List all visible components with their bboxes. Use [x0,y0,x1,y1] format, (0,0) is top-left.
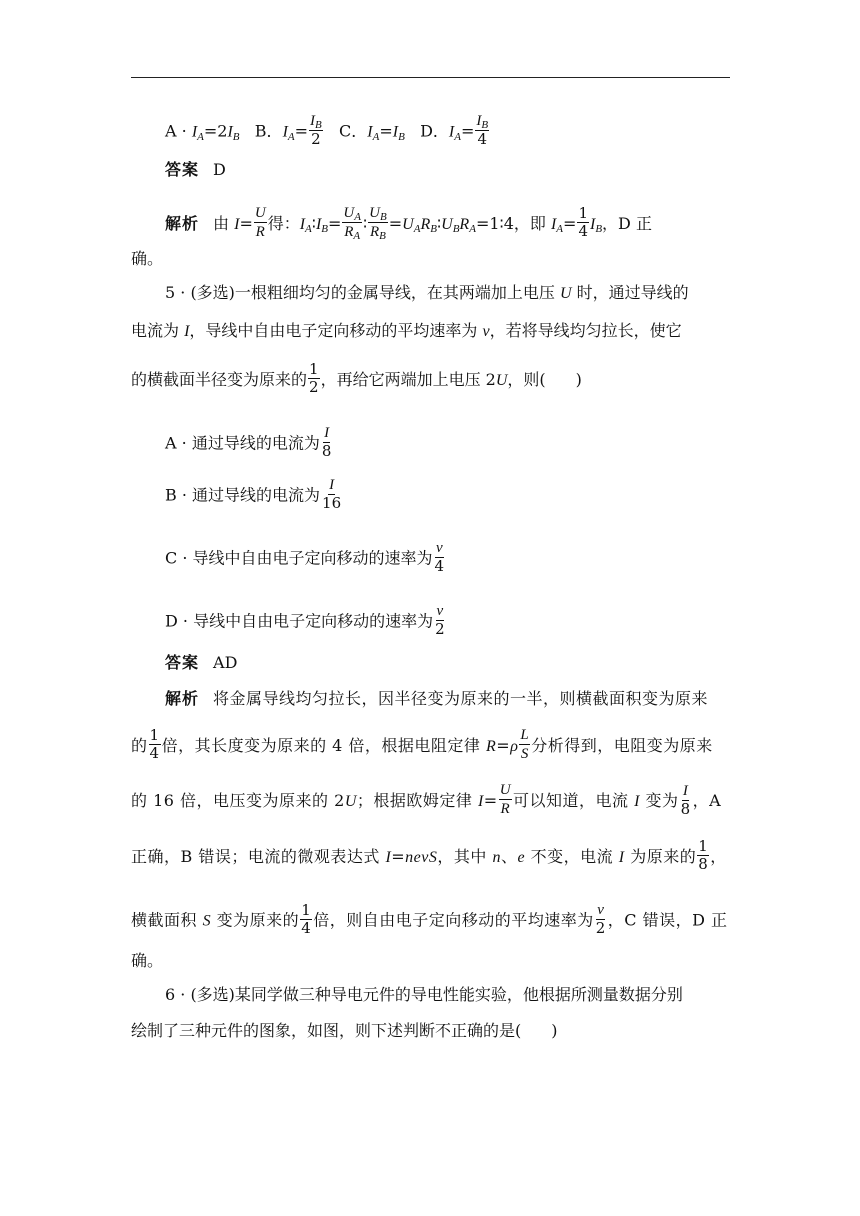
analysis-label: 解析 [165,689,200,708]
q5-stem-line3: 的横截面半径变为原来的 $\frac{1}{2}$ ，再给它两端加上电压 2U，则( ) [131,360,582,396]
q4-analysis-line2: 确。 [131,249,164,268]
q5-analysis-line1: 解析 将金属导线均匀拉长，因半径变为原来的一半，则横截面积变为原来 [165,689,709,708]
q5-analysis-line5: 横截面积 S 变为原来的 $\frac{1}{4}$ 倍，则自由电子定向移动的平均速率为 $\frac{v}{2}$ ，C 错误，D 正 [131,900,728,937]
q4-analysis-line1: 解析 由 I= $\frac{U}{R}$ 得：$I_A∶I_B=$ $\frac{U_A}{R_A}$ ∶ $\frac{U_B}{R_B}$ $=U_AR_B∶U_BR_A=1∶4$，即 $I_A=$ $\frac{1}{4}$ $I_B$，D 正 [165,204,652,242]
answer-label: 答案 [165,160,200,179]
q4-answer [165,160,226,180]
q5-option-d: D · 导线中自由电子定向移动的速率为 $\frac{v}{2}$ [165,603,445,638]
q5-option-c: C · 导线中自由电子定向移动的速率为 $\frac{v}{4}$ [165,540,445,575]
q5-option-b: B · 通过导线的电流为 $\frac{I}{16}$ [165,477,342,512]
q4-options: $A \cdot I_A=2I_B$ B．$I_A=$ $\frac{I_B}{2}$ C．$I_A=I_B$ D．$I_A=$ $\frac{I_B}{4}$ [165,113,489,148]
answer-value: D [213,160,226,179]
q6-stem-line1: 6 · (多选)某同学做三种导电元件的导电性能实验，他根据所测量数据分别 [165,985,683,1004]
q5-analysis-line4: 正确，B 错误；电流的微观表达式 I=nevS，其中 n、e 不变，电流 I 为原来的 $\frac{1}{8}$ ， [131,837,727,873]
q6-stem-line2: 绘制了三种元件的图象，如图，则下述判断不正确的是( ) [131,1021,558,1040]
analysis-label: 解析 [165,214,200,233]
q5-option-a: A · 通过导线的电流为 $\frac{I}{8}$ [165,425,332,460]
q5-stem-line1: 5 · (多选)一根粗细均匀的金属导线，在其两端加上电压 U 时，通过导线的 [165,283,689,302]
q5-analysis-line3: 的 16 倍，电压变为原来的 2U；根据欧姆定律 I= $\frac{U}{R}$ 可以知道，电流 I 变为 $\frac{I}{8}$ ，A [131,782,722,818]
answer-value: AD [213,653,238,672]
fraction: $\frac{I_B}{2}$ [310,113,322,148]
q5-answer [165,653,237,673]
q5-analysis-line2: 的 $\frac{1}{4}$ 倍，其长度变为原来的 4 倍，根据电阻定律 R=ρ $\frac{L}{S}$ 分析得到，电阻变为原来 [131,726,713,762]
header-rule [131,77,730,78]
answer-label: 答案 [165,653,200,672]
q5-stem-line2: 电流为 I，导线中自由电子定向移动的平均速率为 v，若将导线均匀拉长，使它 [131,321,682,340]
fraction: $\frac{I_B}{4}$ [476,113,489,148]
q5-analysis-line6: 确。 [131,951,164,970]
